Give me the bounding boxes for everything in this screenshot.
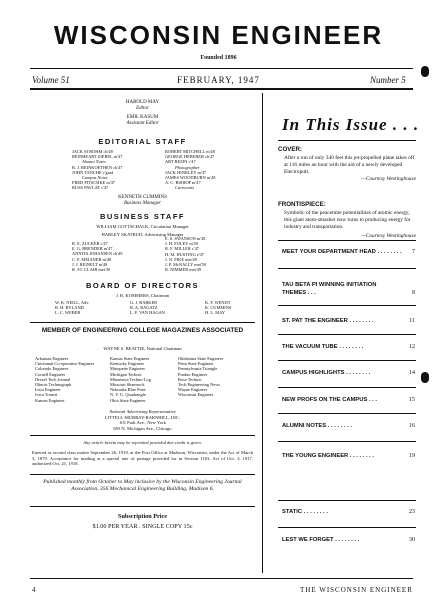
editor-name: HAROLD MAY <box>125 100 160 105</box>
staff-name: J. H. FOLEY m'49 <box>165 241 198 247</box>
ad-rep-title: National Advertising Representative <box>109 409 176 414</box>
right-rule <box>278 387 416 388</box>
toc-title: STATIC . . . . . . . . <box>282 509 328 515</box>
ad-rep-line: 101 Park Ave., New York <box>119 420 166 426</box>
staff-name: JACK STROHM ch'48 <box>72 149 113 154</box>
magazine-name: Michigan Technic <box>110 371 142 377</box>
toc-entry <box>282 281 415 297</box>
toc-page: 16 <box>409 423 415 429</box>
magazine-name: Colorado Engineer <box>35 366 69 372</box>
subscription-title: Subscription Price <box>118 513 167 520</box>
cover-credit: —Courtesy Westinghouse <box>360 176 416 182</box>
staff-name: ROBERT MITCHELL m'48 <box>165 149 215 154</box>
staff-name: C. F. MEIANER m'48 <box>72 256 112 262</box>
toc-title: THE VACUUM TUBE . . . . . . . . <box>282 344 364 350</box>
board-col-3 <box>205 300 231 316</box>
board-chairman: J. B. KOMMERS, Chairman <box>115 293 170 298</box>
right-rule <box>278 413 416 414</box>
staff-name: J. P. McNALLY met'50 <box>165 262 207 268</box>
staff-name: R. F. MILLER c'47 <box>165 246 199 252</box>
board-member: L. F. VAN HAGAN <box>130 310 165 316</box>
member-col-3 <box>178 356 223 398</box>
toc-page: 19 <box>409 453 415 459</box>
magazine-name: Cornell Engineer <box>35 371 66 377</box>
masthead-title: WISCONSIN ENGINEER <box>53 20 384 50</box>
board-member: K. F. WENDT <box>205 300 231 305</box>
magazine-name: Illinois Technograph <box>35 382 72 388</box>
magazine-name: Iowa Engineer <box>35 387 61 393</box>
binder-hole <box>421 372 429 383</box>
staff-name: J. J. REINELT m'48 <box>72 261 108 267</box>
toc-entry <box>282 508 415 516</box>
member-col-1 <box>35 356 94 403</box>
right-rule <box>278 441 416 442</box>
right-rule <box>278 527 416 528</box>
staff-name: GEORGE HEBERER ch'47 <box>165 154 215 160</box>
staff-role: Cartoonist <box>175 185 194 191</box>
staff-role: Alumni Notes <box>82 159 106 165</box>
toc-title: ALUMNI NOTES . . . . . . . . <box>282 423 352 429</box>
staff-name: JAMES WOODBURN m'48 <box>165 175 216 181</box>
staff-name: ANNITA JOHANSEN ch'49 <box>72 251 123 257</box>
right-rule <box>278 305 416 306</box>
member-chairman: WAYNE S. BEATTIE, National Chairman <box>103 346 182 351</box>
toc-page: 7 <box>412 249 415 255</box>
assistant-editor-role: Assistant Editor <box>126 121 159 126</box>
board-member: B. H. BYLAND <box>55 305 84 311</box>
staff-name: A. C. BISHOP m'47 <box>165 180 201 186</box>
editorial-staff-heading: EDITORIAL STAFF <box>98 137 187 146</box>
left-rule <box>30 322 255 323</box>
assistant-editor-name: EMIL KASUM <box>126 115 159 120</box>
volume-label: Volume 51 <box>32 75 70 85</box>
issue-number: Number 5 <box>370 75 406 85</box>
magazine-name: Penn State Engineer <box>178 361 214 367</box>
issue-date: FEBRUARY, 1947 <box>177 75 260 85</box>
magazine-name: Kansas State Engineer <box>110 356 150 361</box>
frontispiece-credit: —Courtesy Westinghouse <box>360 233 416 239</box>
frontispiece-text: Symbolic of the peacetime potentialities of atomic energy, this giant atom-smasher now turns to producing energy for industry and transportation. <box>284 210 411 230</box>
cover-section <box>278 146 416 183</box>
magazine-name: Ohio State Engineer <box>110 397 146 403</box>
left-rule <box>30 474 255 475</box>
page-number: 4 <box>32 586 36 594</box>
toc-entry <box>282 369 415 377</box>
staff-name: REINHEART ZIEBEL m'47 <box>72 154 123 160</box>
magazine-name: Kansas Engineer <box>35 397 65 403</box>
advertising-manager: HARLEY SKATRUD, Advertising Manager <box>101 232 184 237</box>
magazine-name: Drexel Tech Journal <box>35 376 71 382</box>
frontispiece-section <box>278 201 416 240</box>
right-rule <box>278 268 416 269</box>
board-col-2 <box>130 300 165 316</box>
toc-title: TAU BETA PI WINNING INITIATION THEMES . . . <box>282 282 377 296</box>
staff-role: Campus Notes <box>82 175 108 181</box>
magazine-name: Rose Technic <box>178 376 202 382</box>
toc-entry <box>282 396 415 404</box>
magazine-name: Marquette Engineer <box>110 366 145 372</box>
magazine-name: Missouri Shamrock <box>110 382 145 388</box>
board-member: L. C. WEBER <box>55 310 81 316</box>
toc-page: 12 <box>409 344 415 350</box>
circulation-manager: WILLIAM GOTTSCHALK, Circulation Manager <box>96 224 189 229</box>
ad-rep-line: LITTELL-MURRAY-BARNHILL, INC. <box>104 414 181 420</box>
business-staff-left <box>72 241 122 272</box>
member-heading: MEMBER OF ENGINEERING COLLEGE MAGAZINES ASSOCIATED <box>41 327 244 334</box>
toc-entry <box>282 343 415 351</box>
magazine-name: Iowa Transit <box>35 392 58 398</box>
toc-page: 23 <box>409 509 415 515</box>
magazine-name: N. Y. U. Quadrangle <box>110 392 146 398</box>
staff-name: R. J. REINKOETHEN ch'47 <box>72 164 123 170</box>
in-this-issue-heading: In This Issue . . . <box>282 115 420 134</box>
toc-title: CAMPUS HIGHLIGHTS . . . . . . . . <box>282 370 371 376</box>
right-rule <box>278 334 416 335</box>
board-member: R. A. RAGATZ <box>130 305 158 311</box>
staff-name: JOHN TANCHE c'grad <box>72 169 114 175</box>
toc-entry <box>282 422 415 430</box>
toc-page: 8 <box>412 290 415 296</box>
toc-title: MEET YOUR DEPARTMENT HEAD . . . . . . . . <box>282 249 402 255</box>
business-manager-name: KENNETH CUMMINS <box>118 195 167 200</box>
right-rule <box>278 360 416 361</box>
magazine-name: Minnesota Techno-Log <box>110 376 151 382</box>
ad-rep-line: 605 N. Michigan Ave., Chicago <box>113 425 172 431</box>
magazine-name: Wayne Engineer <box>178 387 208 393</box>
business-staff-heading: BUSINESS STAFF <box>99 212 186 221</box>
magazine-name: Arkansas Engineer <box>35 356 69 361</box>
left-rule <box>30 435 255 436</box>
toc-page: 30 <box>409 537 415 543</box>
toc-title: THE YOUNG ENGINEER . . . . . . . . <box>282 453 375 459</box>
right-rule <box>278 140 416 141</box>
staff-name: JACK HINKLEY m'47 <box>165 169 207 175</box>
magazine-name: Tech Engineering News <box>178 382 221 388</box>
staff-name: E. S. SWANSON m'48 <box>165 236 206 241</box>
editor-block <box>30 100 255 127</box>
staff-name: R. E. ZUCKER c'47 <box>72 241 108 246</box>
left-rule <box>30 506 255 507</box>
board-col-1 <box>55 300 89 316</box>
magazine-name: Purdue Engineer <box>178 371 208 377</box>
magazine-name: Cincinnati Co-operative Engineer <box>35 361 95 367</box>
editorial-staff-left <box>72 149 122 191</box>
ad-representative-block <box>30 409 255 431</box>
board-member: K. CUMMINS <box>205 305 232 311</box>
board-member: W. K. NEILL, Adv. <box>55 300 90 305</box>
business-manager-role: Business Manager <box>123 201 162 206</box>
bottom-rule <box>30 578 413 579</box>
frontispiece-label: FRONTISPIECE: <box>278 201 326 208</box>
staff-name: RUSS PAVLAT c'47 <box>72 185 109 191</box>
business-staff-right <box>165 236 206 272</box>
magazine-name: Kentucky Engineer <box>110 361 145 367</box>
toc-entry <box>282 317 415 325</box>
column-divider <box>262 93 263 573</box>
staff-name: R. ST. CLAIR met'49 <box>72 267 111 273</box>
toc-title: ST. PAT THE ENGINEER . . . . . . . . <box>282 318 374 324</box>
member-col-2 <box>110 356 151 403</box>
founded-line: Founded 1896 <box>200 55 237 61</box>
toc-title: LEST WE FORGET . . . . . . . . <box>282 537 360 543</box>
magazine-name: Pennsylvania Triangle <box>178 366 218 372</box>
toc-entry <box>282 536 415 544</box>
editorial-staff-right <box>165 149 215 191</box>
staff-name: R. NIMMER met'49 <box>165 267 202 273</box>
board-member: H. L. MAY <box>205 310 226 316</box>
staff-name: E. G. BRENDER m'47 <box>72 246 113 252</box>
business-manager-block <box>30 195 255 207</box>
toc-page: 15 <box>409 397 415 403</box>
reprint-notice: Any article herein may be reprinted provided due credit is given. <box>83 440 202 445</box>
right-rule <box>278 500 416 501</box>
top-rule <box>30 68 413 69</box>
toc-entry <box>282 248 415 256</box>
subscription-price: $1.00 PER YEAR . SINGLE COPY 15c <box>92 523 193 530</box>
magazine-name: Nebraska Blue Print <box>110 387 146 393</box>
cover-label: COVER: <box>278 146 303 153</box>
staff-role: Photographer <box>175 164 200 170</box>
toc-title: NEW PROFS ON THE CAMPUS . . . <box>282 397 378 403</box>
board-member: G. J. BARKER <box>130 300 158 305</box>
toc-page: 14 <box>409 370 415 376</box>
magazine-name: Oklahoma State Engineer <box>178 356 224 361</box>
postal-entry: Entered as second class matter September 26, 1910, at the Post Office at Madison, Wisconsin, under the Act of March 3, 1879. Acceptance for mailing at a special rate of postage provided for in Section 1103, Act of Oct. 3, 1917, authorized Oct. 21, 1918. <box>32 450 253 467</box>
staff-name: J. N. FIKE met'49 <box>165 256 197 262</box>
cover-text: After a run of only 340 feet this jet-propelled plane takes off at 116 miles an hour with the aid of a newly developed Electropult. <box>284 155 415 175</box>
staff-name: FRED PITSCHKE m'47 <box>72 180 115 186</box>
staff-name: H. M. HUSTING e'47 <box>165 251 204 257</box>
right-rule <box>278 240 416 241</box>
toc-page: 11 <box>409 318 415 324</box>
editor-role: Editor <box>136 106 149 111</box>
board-heading: BOARD OF DIRECTORS <box>85 281 200 290</box>
published-notice: Published monthly from October to May inclusive by the Wisconsin Engineering Journal Association, 356 Mechanical Engineering Building, Madison 6. <box>43 479 242 492</box>
toc-entry <box>282 452 415 460</box>
staff-name: ART REZIN c'47 <box>165 159 196 165</box>
binder-hole <box>421 66 429 77</box>
magazine-name: Wisconsin Engineer <box>178 392 214 398</box>
header-rule <box>30 88 413 90</box>
footer-title: THE WISCONSIN ENGINEER <box>300 586 413 594</box>
